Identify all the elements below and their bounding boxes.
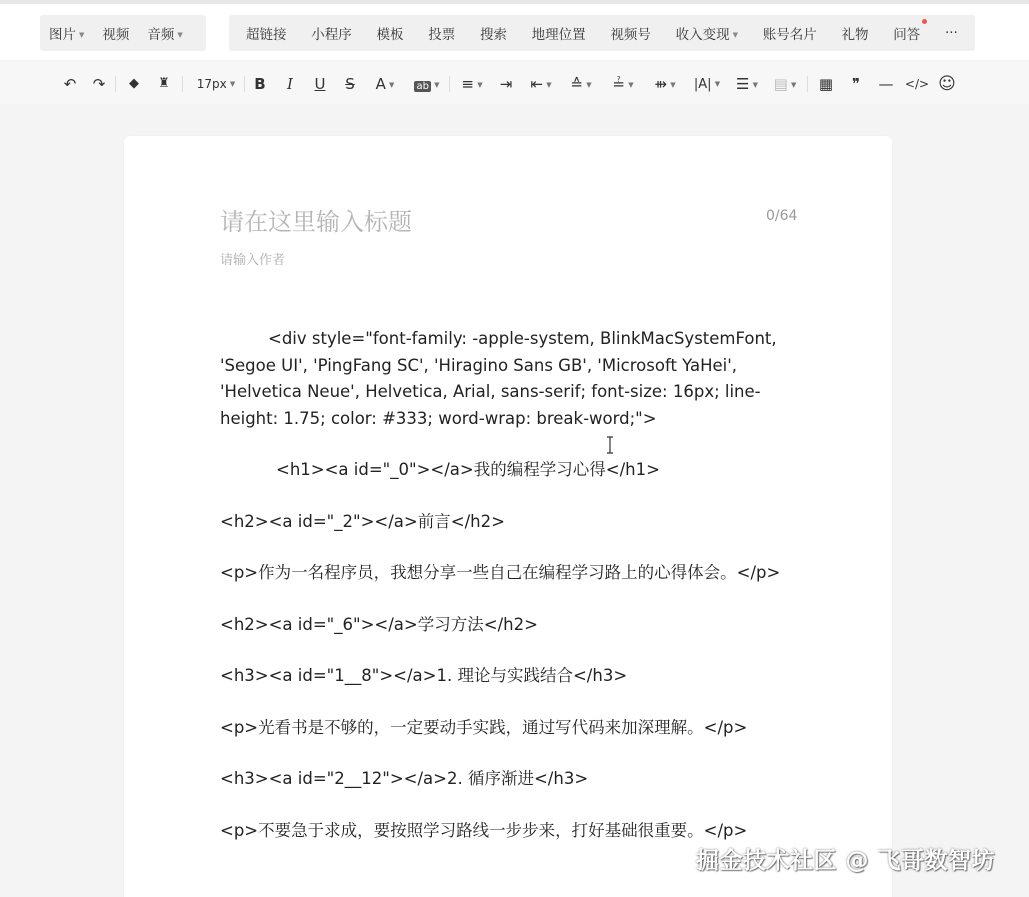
bold-button[interactable]: B xyxy=(254,75,266,93)
first-line-indent-icon[interactable]: ⇻ ▼ xyxy=(654,75,676,93)
horizontal-rule-icon[interactable]: — xyxy=(878,75,894,93)
caret-down-icon: ▼ xyxy=(474,81,483,89)
editor-paragraph: <h3><a id="2__12"></a>2. 循序渐进</h3> xyxy=(220,769,589,788)
strikethrough-button[interactable]: S xyxy=(345,75,355,93)
caret-down-icon: ▼ xyxy=(667,81,676,89)
caret-down-icon: ▼ xyxy=(543,81,552,89)
underline-button[interactable]: U xyxy=(314,75,326,93)
clear-format-icon[interactable]: ♜ xyxy=(158,76,170,91)
block-style-icon[interactable]: ▤ ▼ xyxy=(773,75,797,93)
menu-qa[interactable]: 问答 xyxy=(882,23,931,43)
font-color-button[interactable]: A ▼ xyxy=(375,75,395,93)
caret-down-icon: ▼ xyxy=(79,31,85,39)
format-toolbar xyxy=(0,62,1029,104)
watermark: 掘金技术社区 @ 飞哥数智坊 xyxy=(696,848,996,874)
divider xyxy=(449,76,450,92)
editor-paragraph: <h2><a id="_6"></a>学习方法</h2> xyxy=(220,614,538,634)
caret-down-icon: ▼ xyxy=(712,80,721,88)
redo-icon[interactable]: ↷ xyxy=(92,75,106,93)
menu-account-card[interactable]: 账号名片 xyxy=(762,27,817,43)
insert-features-group xyxy=(229,15,975,51)
line-height-icon[interactable]: ≙ ▼ xyxy=(570,75,592,93)
outdent-icon[interactable]: ⇤ ▼ xyxy=(530,75,552,93)
background-color-button[interactable]: ab ▼ xyxy=(416,81,440,92)
menu-channels[interactable]: 视频号 xyxy=(610,27,651,43)
menu-vote[interactable]: 投票 xyxy=(428,27,456,43)
list-icon[interactable]: ☰ ▼ xyxy=(735,75,759,93)
editor-paragraph: <p>作为一名程序员，我想分享一些自己在编程学习路上的心得体会。</p> xyxy=(220,563,781,582)
caret-down-icon: ▼ xyxy=(227,80,236,88)
editor-paragraph: <h2><a id="_2"></a>前言</h2> xyxy=(220,511,505,531)
title-input[interactable]: 请在这里输入标题 xyxy=(220,208,412,236)
table-icon[interactable]: ▦ xyxy=(818,75,834,93)
menu-hyperlink[interactable]: 超链接 xyxy=(246,27,287,43)
text-cursor-icon xyxy=(604,436,616,454)
quote-icon[interactable]: ❞ xyxy=(851,75,861,93)
italic-button[interactable]: I xyxy=(287,75,293,93)
menu-audio[interactable]: 音频 ▼ xyxy=(147,27,183,43)
editor-body[interactable] xyxy=(220,326,802,869)
emoji-icon[interactable]: ☺ xyxy=(938,74,956,94)
editor-paragraph: <h3><a id="1__8"></a>1. 理论与实践结合</h3> xyxy=(220,666,628,685)
notification-dot xyxy=(922,19,927,24)
title-char-counter: 0/64 xyxy=(766,208,798,224)
editor-paragraph: <h1><a id="_0"></a>我的编程学习心得</h1> xyxy=(276,460,660,479)
editor-paragraph: <p>光看书是不够的，一定要动手实践，通过写代码来加深理解。</p> xyxy=(220,717,748,737)
menu-mini-program[interactable]: 小程序 xyxy=(311,27,352,43)
caret-down-icon: ▼ xyxy=(431,81,440,89)
more-icon[interactable]: ··· xyxy=(944,25,958,41)
code-icon[interactable]: </> xyxy=(904,77,930,91)
menu-location[interactable]: 地理位置 xyxy=(531,27,586,43)
menu-monetize[interactable]: 收入变现 ▼ xyxy=(675,27,739,43)
menu-gift[interactable]: 礼物 xyxy=(841,27,869,43)
letter-spacing-icon[interactable]: |A| ▼ xyxy=(693,77,721,92)
caret-down-icon: ▼ xyxy=(750,81,759,89)
font-size-select[interactable]: 17px ▼ xyxy=(196,77,236,91)
menu-image[interactable]: 图片 ▼ xyxy=(49,27,85,43)
menu-video[interactable]: 视频 xyxy=(102,27,130,43)
align-icon[interactable]: ≡ ▼ xyxy=(461,75,483,93)
divider xyxy=(115,76,116,92)
caret-down-icon: ▼ xyxy=(583,81,592,89)
divider xyxy=(807,76,808,92)
caret-down-icon: ▼ xyxy=(386,81,395,89)
author-input[interactable]: 请输入作者 xyxy=(220,253,286,268)
paragraph-spacing-icon[interactable]: ≟ ▼ xyxy=(612,75,634,93)
caret-down-icon: ▼ xyxy=(177,31,183,39)
media-insert-group xyxy=(40,15,206,51)
menu-template[interactable]: 模板 xyxy=(376,27,404,43)
caret-down-icon: ▼ xyxy=(788,81,797,89)
caret-down-icon: ▼ xyxy=(625,81,634,89)
divider xyxy=(244,76,245,92)
editor-paragraph: <p>不要急于求成，要按照学习路线一步步来，打好基础很重要。</p> xyxy=(220,820,748,840)
indent-icon[interactable]: ⇥ xyxy=(499,75,513,93)
undo-icon[interactable]: ↶ xyxy=(63,75,77,93)
divider xyxy=(182,76,183,92)
editor-card xyxy=(124,136,892,897)
caret-down-icon: ▼ xyxy=(732,31,739,39)
format-brush-icon[interactable]: ◆ xyxy=(129,76,139,91)
editor-paragraph: <div style="font-family: -apple-system, BlinkMacSystemFont, 'Segoe UI', 'PingFang SC', 'Hiragino Sans GB', 'Microsoft YaHei', 'Helvetica Neue', Helvetica, Arial, sans-serif; font-size: 16px; line-height: 1.75; color: #333; word-wrap: break-word;"> xyxy=(220,329,777,428)
menu-search[interactable]: 搜索 xyxy=(479,27,507,43)
